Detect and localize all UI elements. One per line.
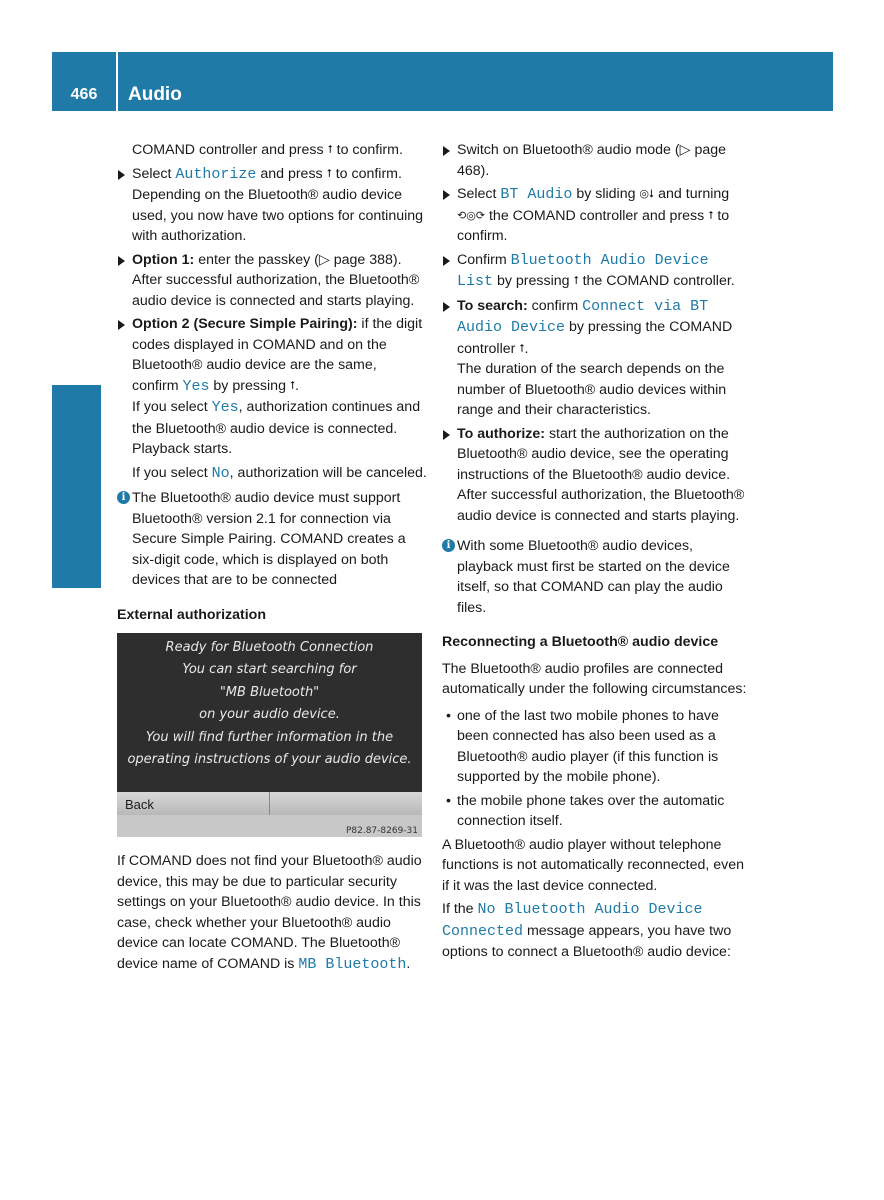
- reconnect-heading: Reconnecting a Bluetooth® audio device: [442, 634, 719, 650]
- yes-result: If you select Yes, authorization continues and the Bluetooth® audio device is connected. Playback starts.: [132, 399, 421, 457]
- controller-press-icon: ⭡: [519, 342, 525, 355]
- list-item: • one of the last two mobile phones to have been connected has also been used as a Bluetooth® audio player (if this function is supported by the mobile phone).: [442, 706, 752, 788]
- controller-press-icon: ⭡: [573, 275, 579, 287]
- step-note: Depending on the Bluetooth® audio device used, you now have two options for continuing with authorization.: [132, 187, 424, 244]
- step-confirm-list: Confirm Bluetooth Audio Device List by pressing ⭡ the COMAND controller.: [442, 250, 752, 293]
- controller-slide-icon: ◎⭣: [639, 188, 655, 200]
- not-found-paragraph: If COMAND does not find your Bluetooth® audio device, this may be due to particular security settings on your Bluetooth® audio device. In this case, check whether your Bluetooth® audio device can locate COMAND. The Bluetooth® device name of COMAND is MB Bluetooth.: [117, 853, 422, 973]
- menu-item-authorize: Authorize: [175, 165, 257, 183]
- controller-turn-icon: ⟲◎⟳: [457, 209, 486, 222]
- no-device-paragraph: If the No Bluetooth Audio Device Connected message appears, you have two options to connect a Bluetooth® audio device:: [442, 901, 732, 960]
- step-option-1: Option 1: enter the passkey (▷ page 388). After successful authorization, the Bluetooth® audio device is connected and starts playing.: [117, 250, 427, 312]
- message-no-device: No Bluetooth Audio Device Connected: [442, 901, 703, 940]
- list-item: • the mobile phone takes over the automatic connection itself.: [442, 791, 752, 832]
- header-divider: [116, 52, 118, 111]
- menu-item-yes: Yes: [182, 377, 210, 395]
- external-auth-heading: External authorization: [117, 606, 266, 623]
- left-column: [117, 140, 427, 978]
- step-option-2: Option 2 (Secure Simple Pairing): if the digit codes displayed in COMAND and on the Bluetooth® audio device are the same, confirm Yes by pressing ⭡. If you select Yes, authorization continues and the Bluetooth® audio device is connected. Playback starts. If you select No, authorization will be canceled.: [117, 314, 427, 484]
- screen-footer: [117, 815, 422, 837]
- controller-press-icon: ⭡: [326, 167, 332, 180]
- screen-back-button: Back: [125, 797, 154, 812]
- without-telephone-paragraph: A Bluetooth® audio player without telephone functions is not automatically reconnected, even if it was the last device connected.: [442, 836, 745, 894]
- step-select-bt-audio: Select BT Audio by sliding ◎⭣ and turning ⟲◎⟳ the COMAND controller and press ⭡ to confirm.: [442, 184, 752, 247]
- screen-softkey-bar: [117, 792, 422, 815]
- info-icon: i: [117, 491, 130, 504]
- device-name: MB Bluetooth: [298, 955, 407, 973]
- no-result: If you select No, authorization will be canceled.: [132, 464, 427, 482]
- step-authorize: To authorize: start the authorization on the Bluetooth® audio device, see the operating instructions of the Bluetooth® audio device. After successful authorization, the Bluetooth® audio device is connected and starts playing.: [442, 424, 752, 527]
- reconnect-intro: The Bluetooth® audio profiles are connected automatically under the following circumstances:: [442, 660, 747, 697]
- step-search: To search: confirm Connect via BT Audio Device by pressing the COMAND controller ⭡. The duration of the search depends on the number of Bluetooth® audio devices within range and their characteristics.: [442, 296, 752, 421]
- info-note-ssp: i The Bluetooth® audio device must support Bluetooth® version 2.1 for connection via Secure Simple Pairing. COMAND creates a six-digit code, which is displayed on both devices that are to be connected: [117, 488, 427, 591]
- step-switch-on: Switch on Bluetooth® audio mode (▷ page 468).: [442, 140, 752, 181]
- side-tab-label: COMAND: [79, 440, 104, 542]
- menu-item-device-list: Bluetooth Audio Device List: [457, 251, 709, 290]
- right-column: [442, 140, 752, 966]
- page-number: 466: [70, 86, 98, 103]
- screen-message: Ready for Bluetooth Connection You can start searching for "MB Bluetooth" on your audio device. You will find further information in the operating instructions of your audio device.: [127, 640, 412, 768]
- continuation-text: COMAND controller and press ⭡ to confirm.: [117, 140, 427, 161]
- info-note-playback: i With some Bluetooth® audio devices, playback must first be started on the device itself, so that COMAND can play the audio files.: [442, 536, 752, 618]
- image-code: P82.87-8269-31: [345, 826, 418, 836]
- controller-press-icon: ⭡: [289, 379, 296, 392]
- controller-press-icon: ⭡: [708, 209, 714, 222]
- menu-item-bt-audio: BT Audio: [500, 186, 573, 203]
- info-icon: i: [442, 539, 455, 552]
- section-title: Audio: [128, 84, 182, 105]
- menu-item-connect: Connect via BT Audio Device: [457, 297, 709, 336]
- comand-screen-image: [117, 633, 422, 837]
- controller-press-icon: ⭡: [327, 144, 333, 156]
- step-select-authorize: Select Authorize and press ⭡ to confirm. Depending on the Bluetooth® audio device used, you now have two options for continuing with authorization.: [117, 164, 427, 247]
